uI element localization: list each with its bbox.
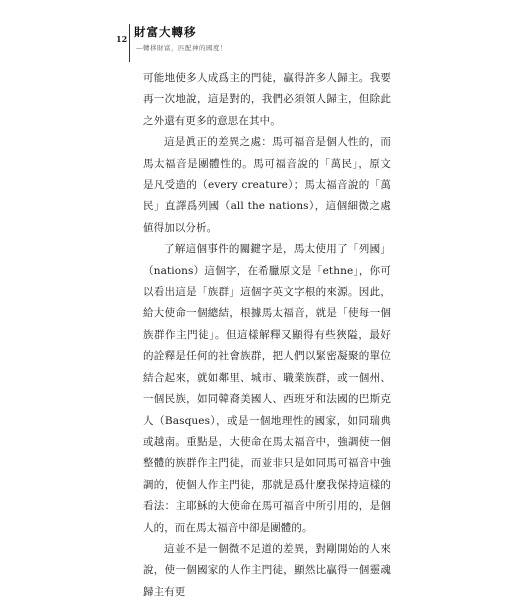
page-number: 12: [116, 34, 128, 44]
paragraph: 這並不是一個微不足道的差異，對剛開始的人來說，使一個國家的人作主門徒，顯然比贏得一個靈魂歸主有更: [143, 542, 391, 598]
paragraph: 了解這個事件的關鍵字是，馬太使用了「列國」（nations）這個字，在希臘原文是「ethne」，你可以看出這是「族群」這個字英文字根的來源。因此，給大使命一個總結，根據馬太福音，就是「使每一個族群作主門徒」。但這樣解釋又顯得有些狹隘，最好的詮釋是任何的社會族群，把人們以緊密凝聚的單位結合起來，就如鄰里、城市、職業族群，或一個州、一個民族，如同韓裔美國人、西班牙和法國的巴斯克人（Basques），或是一個地理性的國家，如同瑞典或越南。重點是，大使命在馬太福音中，強調使一個整體的族群作主門徒，而並非只是如同馬可福音中強調的，使個人作主門徒，那就是爲什麼我保持這樣的看法：主耶穌的大使命在馬可福音中所引用的，是個人的，而在馬太福音中卻是團體的。: [143, 243, 391, 534]
running-header: [0, 22, 520, 62]
book-subtitle: —轉移財富，匹配神的國度！: [136, 44, 227, 52]
body-text: [143, 68, 391, 603]
paragraph: 這是眞正的差異之處：馬可福音是個人性的，而馬太福音是團體性的。馬可福音說的「萬民」，原文是凡受造的（every creature）；馬太福音說的「萬民」直譯爲列國（all the nations），這個細微之處値得加以分析。: [143, 136, 391, 234]
book-title: 財富大轉移: [134, 25, 197, 39]
paragraph: 可能地使多人成爲主的門徒，贏得許多人歸主。我要再一次地說，這是對的，我們必須領人歸主，但除此之外還有更多的意思在其中。: [143, 72, 391, 127]
header-divider: [129, 24, 130, 62]
